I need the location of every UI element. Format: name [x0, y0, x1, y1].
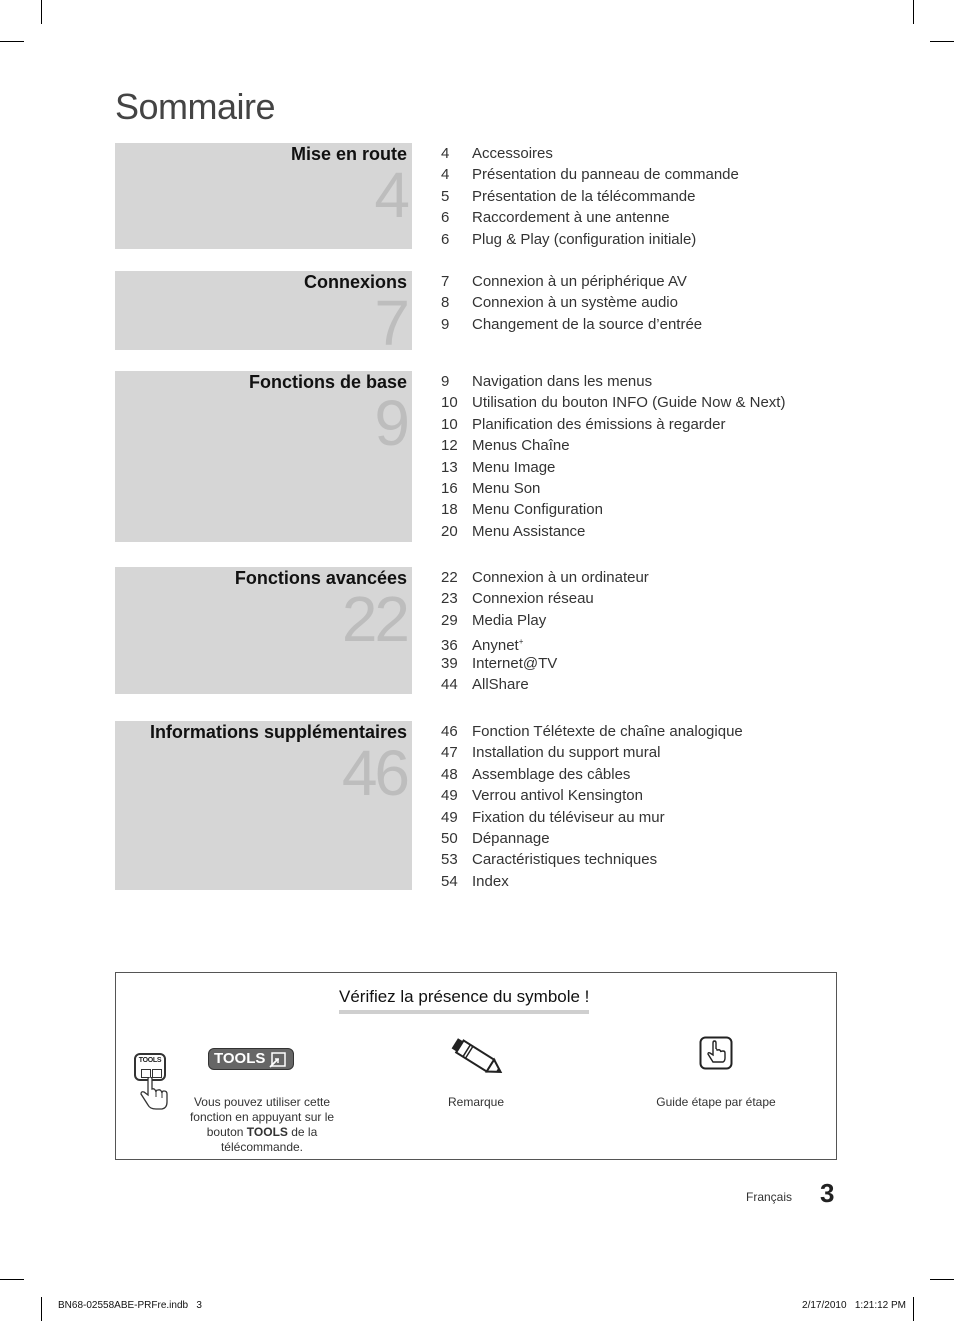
toc-entry[interactable]	[441, 653, 861, 674]
crop-mark	[913, 0, 914, 24]
toc-label: Installation du support mural	[472, 744, 661, 762]
section-number: 22	[341, 583, 407, 655]
pencil-note-icon	[448, 1037, 508, 1081]
section-number: 9	[374, 387, 407, 459]
toc-entry[interactable]	[441, 849, 861, 870]
toc-page: 5	[441, 187, 450, 205]
toc-entry[interactable]	[441, 631, 861, 655]
toc-entry[interactable]	[441, 314, 861, 335]
section-title: Mise en route	[290, 144, 407, 164]
section-header	[115, 721, 412, 890]
toc-entry[interactable]	[441, 721, 861, 742]
toc-label: Fixation du téléviseur au mur	[472, 808, 665, 826]
tools-badge	[208, 1048, 294, 1070]
toc-label: Connexion à un ordinateur	[472, 569, 649, 586]
crop-mark	[0, 1279, 24, 1280]
guide-caption: Guide étape par étape	[656, 1095, 776, 1109]
toc-page: 46	[441, 723, 458, 740]
toc-entry[interactable]	[441, 292, 861, 313]
toc-label: Changement de la source d’entrée	[472, 315, 703, 333]
tools-pointer-icon	[269, 1052, 287, 1068]
toc-page: 9	[441, 315, 450, 333]
footer-page-number: 3	[820, 1178, 835, 1208]
toc-entry[interactable]	[441, 674, 861, 695]
toc-page: 10	[441, 394, 458, 412]
toc-page: 12	[441, 437, 458, 455]
toc-entry[interactable]	[441, 610, 861, 631]
crop-mark	[913, 1297, 914, 1321]
toc-label: Menu Configuration	[472, 501, 603, 519]
toc-entry[interactable]	[441, 742, 861, 763]
toc-entry[interactable]	[441, 207, 861, 228]
toc-entry[interactable]	[441, 588, 861, 609]
toc-entry[interactable]	[441, 521, 861, 542]
crop-mark	[930, 41, 954, 42]
section-header	[115, 143, 412, 249]
toc-page: 6	[441, 209, 450, 227]
toc-page: 7	[441, 273, 450, 290]
crop-mark	[41, 1297, 42, 1321]
toc-page: 23	[441, 590, 458, 608]
toc-entry[interactable]	[441, 807, 861, 828]
toc-label: AllShare	[472, 675, 529, 693]
toc-page: 54	[441, 872, 458, 890]
toc-page: 10	[441, 415, 458, 433]
pointing-finger-icon	[138, 1077, 172, 1111]
toc-label: Internet@TV	[472, 654, 558, 672]
section-title: Informations supplémentaires	[149, 722, 407, 742]
toc-page: 20	[441, 522, 458, 540]
toc-label: Connexion à un système audio	[472, 294, 678, 312]
section-number: 7	[374, 287, 407, 359]
section-title: Fonctions de base	[248, 372, 407, 392]
toc-page: 22	[441, 569, 458, 586]
toc-page: 18	[441, 501, 458, 519]
toc-label: Planification des émissions à regarder	[472, 415, 726, 433]
toc-entry[interactable]	[441, 143, 861, 164]
toc-label: Caractéristiques techniques	[472, 851, 658, 869]
toc-entry[interactable]	[441, 186, 861, 207]
crop-mark	[0, 41, 24, 42]
remote-tools-label: TOOLS	[138, 1057, 162, 1064]
remote-tools-button-icon	[132, 1051, 172, 1111]
toc-label: Navigation dans les menus	[472, 373, 653, 390]
toc-label: Plug & Play (configuration initiale)	[472, 230, 697, 248]
tools-caption: Vous pouvez utiliser cette fonction en appuyant sur le bouton TOOLS de la télécommande.	[189, 1095, 335, 1154]
toc-label: Fonction Télétexte de chaîne analogique	[472, 723, 743, 740]
toc-page: 44	[441, 675, 458, 693]
toc-page: 36	[441, 637, 458, 655]
section-header	[115, 371, 412, 542]
toc-page: 8	[441, 294, 450, 312]
section-title: Connexions	[303, 272, 407, 292]
section-number: 46	[341, 737, 407, 809]
toc-page: 48	[441, 765, 458, 783]
toc-list	[441, 567, 861, 695]
tools-badge-label: TOOLS	[214, 1050, 266, 1067]
toc-label: Dépannage	[472, 829, 550, 847]
section-title: Fonctions avancées	[234, 568, 407, 588]
toc-page: 49	[441, 787, 458, 805]
toc-page: 47	[441, 744, 458, 762]
toc-entry[interactable]	[441, 371, 861, 392]
toc-entry[interactable]	[441, 785, 861, 806]
toc-entry[interactable]	[441, 567, 861, 588]
toc-label: Assemblage des câbles	[472, 765, 631, 783]
toc-page: 4	[441, 166, 450, 184]
toc-entry[interactable]	[441, 229, 861, 250]
toc-page: 9	[441, 373, 450, 390]
footer-language: Français	[746, 1190, 793, 1204]
toc-page: 53	[441, 851, 458, 869]
toc-label: Menus Chaîne	[472, 437, 570, 455]
toc-label: Accessoires	[472, 145, 553, 162]
touch-guide-icon	[699, 1036, 733, 1070]
toc-entry[interactable]	[441, 871, 861, 892]
toc-label: Connexion réseau	[472, 590, 594, 608]
crop-mark	[41, 0, 42, 24]
toc-entry[interactable]	[441, 764, 861, 785]
toc-label: Menu Son	[472, 479, 541, 497]
toc-page: 6	[441, 230, 450, 248]
print-file-name: BN68-02558ABE-PRFre.indb 3	[58, 1300, 202, 1311]
toc-label: Utilisation du bouton INFO (Guide Now & Next)	[472, 394, 786, 412]
toc-entry[interactable]	[441, 828, 861, 849]
toc-label: Menu Image	[472, 458, 556, 476]
toc-entry[interactable]	[441, 392, 861, 413]
symbol-legend-title: Vérifiez la présence du symbole !	[339, 987, 589, 1014]
toc-entry[interactable]	[441, 499, 861, 520]
toc-label: Présentation de la télécommande	[472, 187, 696, 205]
print-timestamp: 2/17/2010 1:21:12 PM	[802, 1300, 906, 1311]
toc-label: Connexion à un périphérique AV	[472, 273, 687, 290]
section-number: 4	[374, 159, 407, 231]
section-header	[115, 271, 412, 359]
toc-entry[interactable]	[441, 478, 861, 499]
toc-page: 50	[441, 829, 458, 847]
toc-page: 39	[441, 654, 458, 672]
toc-label: Présentation du panneau de commande	[472, 166, 739, 184]
crop-mark	[930, 1279, 954, 1280]
toc-page: 13	[441, 458, 458, 476]
toc-entry[interactable]	[441, 271, 861, 292]
toc-entry[interactable]	[441, 164, 861, 185]
toc-page: 4	[441, 145, 450, 162]
toc-entry[interactable]	[441, 457, 861, 478]
section-header	[115, 567, 412, 694]
note-caption: Remarque	[447, 1095, 505, 1109]
toc-entry[interactable]	[441, 414, 861, 435]
page-title: Sommaire	[115, 86, 276, 127]
toc-page: 29	[441, 611, 458, 629]
toc-label: Verrou antivol Kensington	[472, 787, 643, 805]
toc-list	[441, 721, 861, 892]
toc-entry[interactable]	[441, 435, 861, 456]
toc-label: Anynet	[472, 637, 519, 655]
toc-label: Menu Assistance	[472, 522, 586, 540]
toc-list	[441, 271, 861, 335]
toc-list	[441, 143, 861, 250]
toc-page: 49	[441, 808, 458, 826]
toc-list	[441, 371, 861, 542]
superscript-plus: +	[518, 637, 524, 647]
toc-label: Media Play	[472, 611, 547, 629]
toc-page: 16	[441, 479, 458, 497]
symbol-legend-box	[115, 972, 837, 1160]
toc-label: Index	[472, 872, 509, 890]
toc-label: Raccordement à une antenne	[472, 209, 670, 227]
